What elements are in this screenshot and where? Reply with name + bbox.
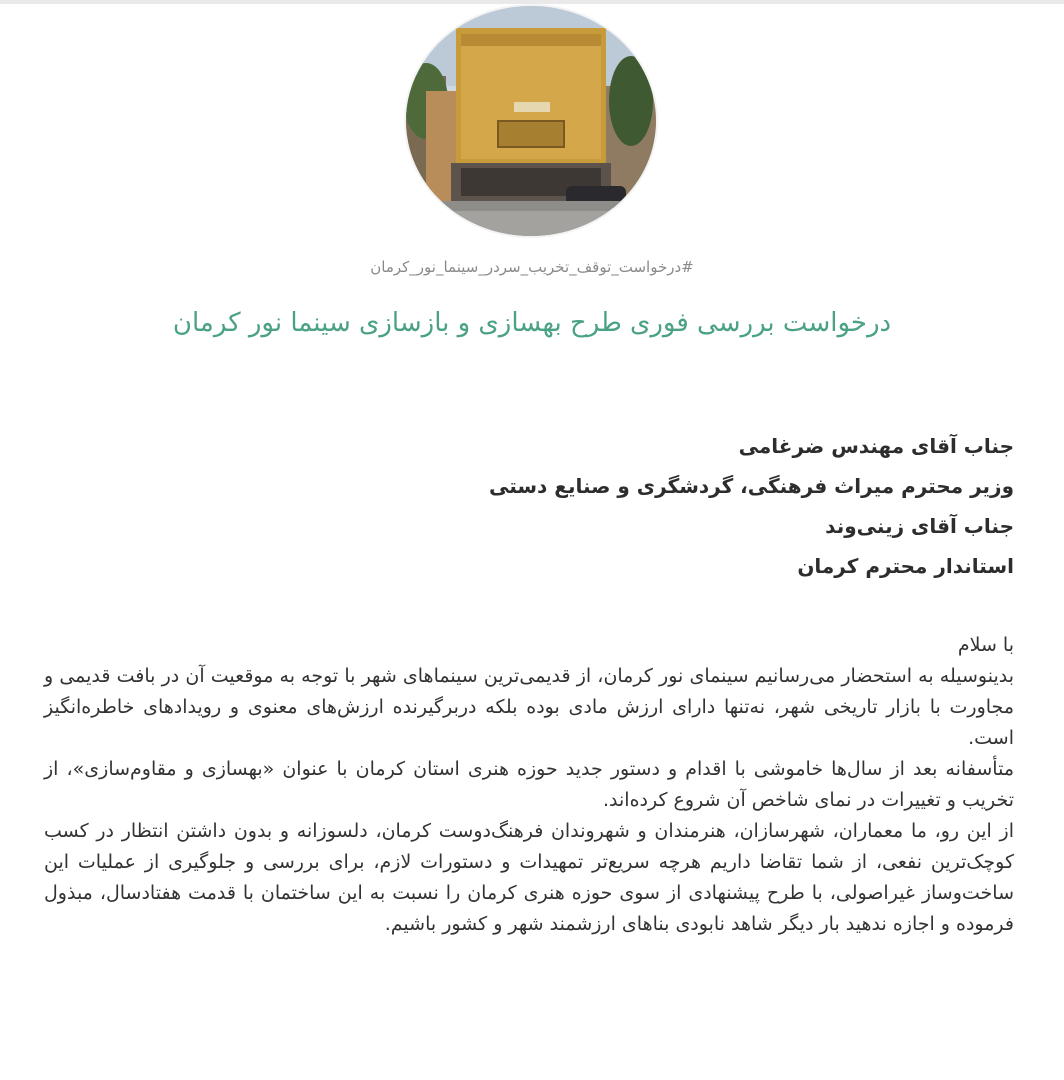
addressee-line: وزیر محترم میراث فرهنگی، گردشگری و صنایع دستی <box>488 474 1014 498</box>
cinema-photo <box>406 6 656 236</box>
paragraph: از این رو، ما معماران، شهرسازان، هنرمندان و شهروندان فرهنگ‌دوست کرمان، دلسوزانه و بدون داشتن انتظار در کسب کوچک‌ترین نفعی، از شما تقاضا داریم هرچه سریع‌تر تمهیدات و دستورات لازم، برای بررسی و جلوگیری از عملیات این ساخت‌وساز غیراصولی، با طرح پیشنهادی از سوی حوزه هنری کرمان را نسبت به این ساختمان با قدمت هفتادسال، مبذول فرموده و اجازه ندهید بار دیگر شاهد نابودی بناهای ارزشمند شهر و کشور باشیم. <box>44 820 1014 935</box>
addressee-line: استاندار محترم کرمان <box>797 554 1014 578</box>
top-divider <box>0 0 1064 4</box>
paragraph: بدینوسیله به استحضار می‌رسانیم سینمای نور کرمان، از قدیمی‌ترین سینماهای شهر با توجه به موقعیت آن در بافت قدیمی و مجاورت با بازار تاریخی شهر، نه‌تنها دارای ارزش مادی بوده بلکه دربرگیرنده ارزش‌های معنوی و رویدادهای خاطره‌انگیز است. <box>44 665 1014 749</box>
greeting: با سلام <box>957 634 1014 656</box>
letter-body <box>44 630 1014 940</box>
cinema-building-image <box>406 6 656 236</box>
addressee-line: جناب آقای مهندس ضرغامی <box>738 434 1014 458</box>
page-title: درخواست بررسی فوری طرح بهسازی و بازسازی سینما نور کرمان <box>172 308 892 338</box>
addressee-line: جناب آقای زینی‌وند <box>825 514 1014 538</box>
addressee-block <box>414 426 1014 586</box>
paragraph: متأسفانه بعد از سال‌ها خاموشی با اقدام و دستور جدید حوزه هنری استان کرمان با عنوان «بهسازی و مقاوم‌سازی»، از تخریب و تغییرات در نمای شاخص آن شروع کرده‌اند. <box>44 758 1014 811</box>
hashtag[interactable]: #درخواست_توقف_تخریب_سردر_سینما_نور_کرمان <box>370 258 694 276</box>
